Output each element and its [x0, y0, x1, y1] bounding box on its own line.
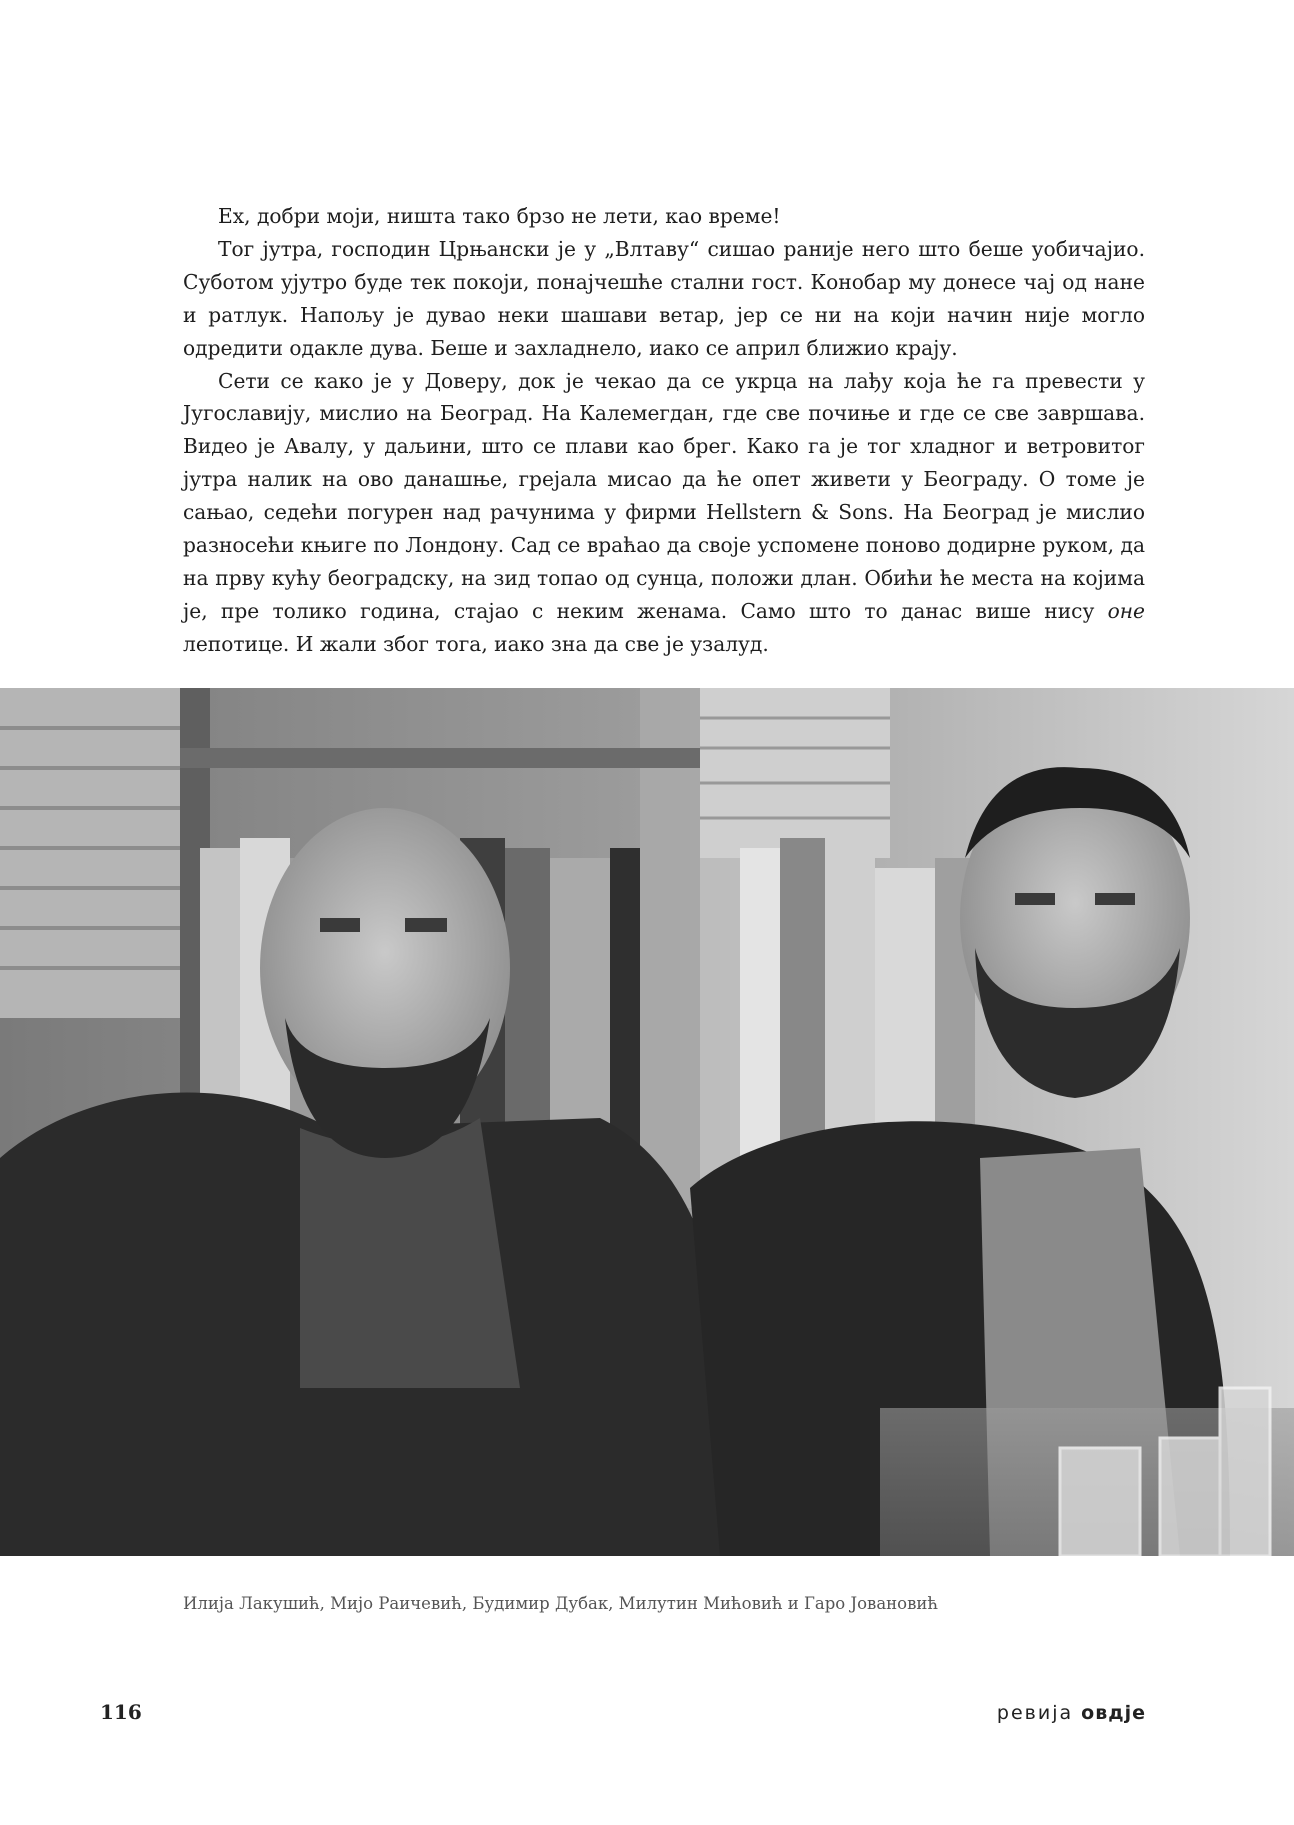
paragraph: Тог јутра, господин Црњански је у „Влтаву“ сишао раније него што беше уобичајио. Суботом ујутро буде тек покоји, понајчешће стални гост. Конобар му донесе чај од нане и ратлук. Напољу је дувао неки шашави ветар, јер се ни на који начин није могло одредити одакле дува. Беше и захладнело, иако се април ближио крају.	[183, 236, 1145, 360]
magazine-name: овдје	[1081, 1702, 1146, 1724]
paragraph: Ех, добри моји, ништа тако брзо не лети, као време!	[218, 204, 781, 228]
photo-caption: Илија Лакушић, Мијо Раичевић, Будимир Дубак, Милутин Мићовић и Гаро Јовановић	[183, 1594, 938, 1613]
emphasis-text: оне	[1107, 598, 1145, 623]
page-number: 116	[100, 1700, 142, 1724]
paragraph	[183, 365, 1145, 661]
photo-illustration	[0, 688, 1294, 1556]
group-photo	[0, 688, 1294, 1556]
paragraph-text: лепотице. И жали због тога, иако зна да све је узалуд.	[183, 631, 769, 656]
magazine-prefix: ревија	[996, 1702, 1074, 1724]
article-body	[183, 200, 1145, 661]
magazine-title	[997, 1702, 1146, 1724]
paragraph-text: Сети се како је у Доверу, док је чекао да се укрца на лађу која ће га превести у Југославију, мислио на Београд. На Калемегдан, где све почиње и где се све завршава. Видео је Авалу, у даљини, што се плави као брег. Како га је тог хладног и ветровитог јутра налик на ово данашње, грејала мисао да ће опет живети у Београду. О томе је сањао, седећи погурен над рачунима у фирми Hellstern & Sons. На Београд је мислио разносећи књиге по Лондону. Сад се враћао да своје успомене поново додирне руком, да на прву кућу београдску, на зид топао од сунца, положи длан. Обићи ће места на којима је, пре толико година, стајао с неким женама. Само што то данас више нису	[183, 368, 1145, 623]
